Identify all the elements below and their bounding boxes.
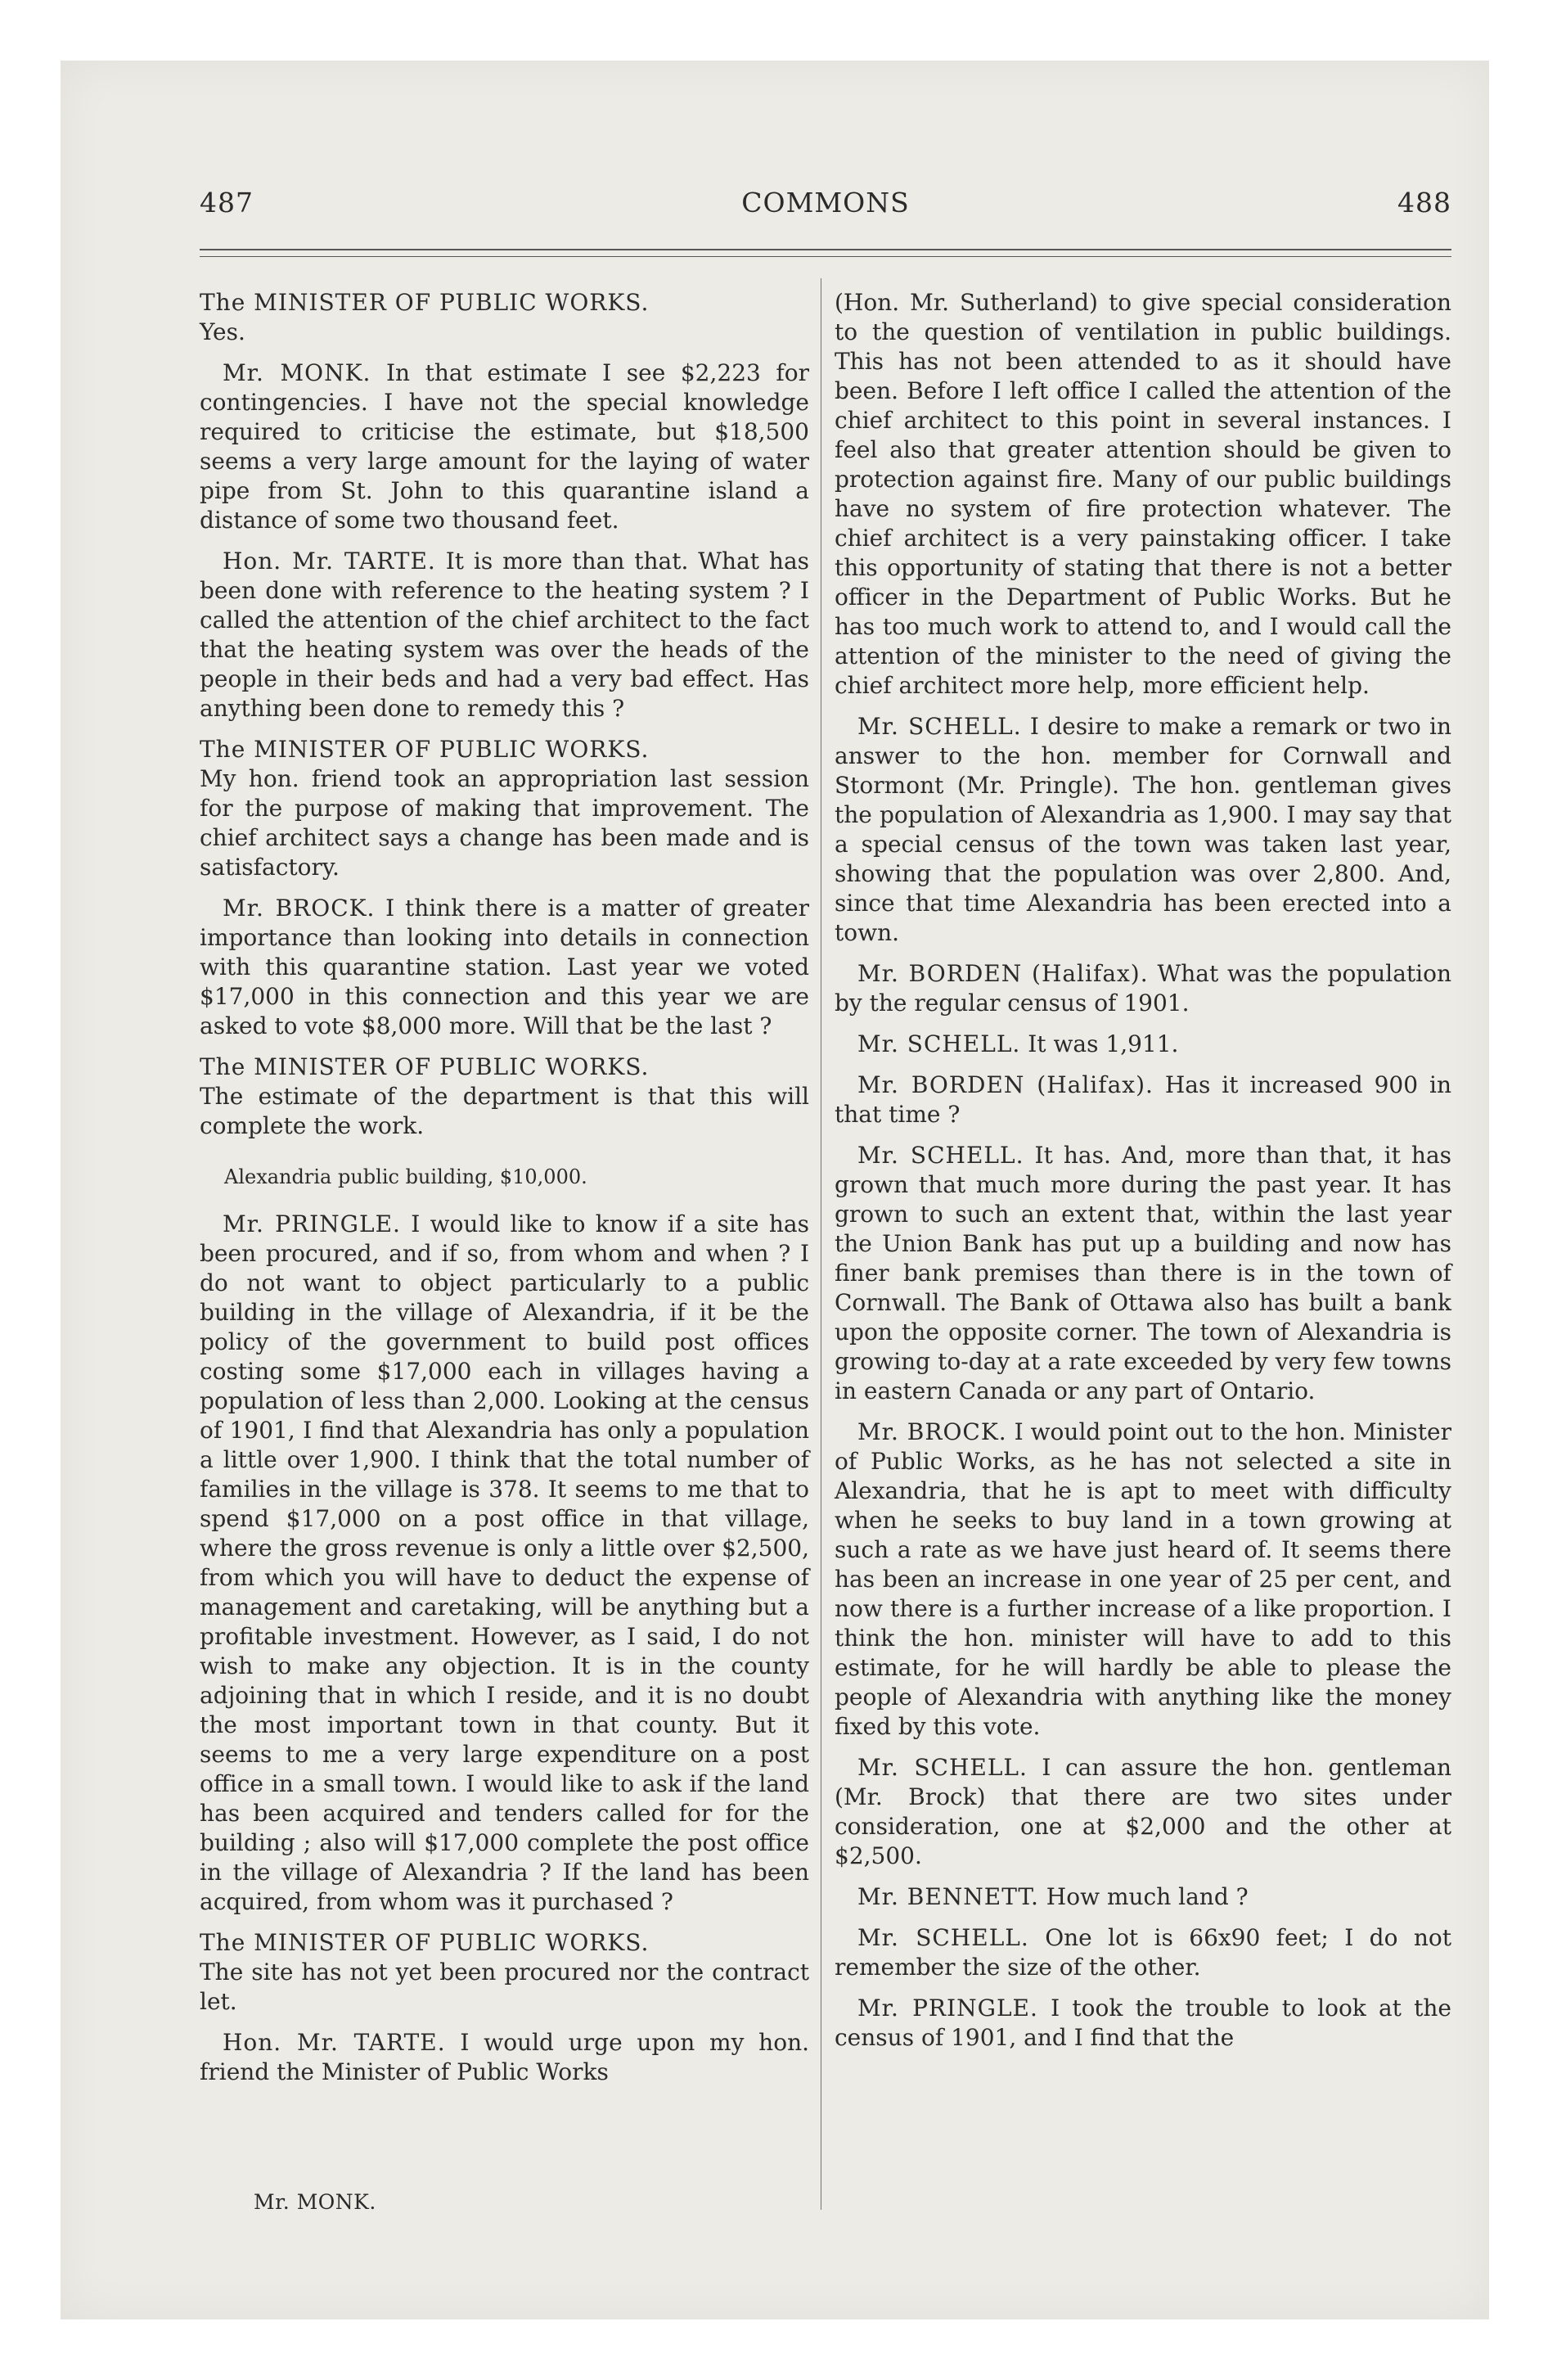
paragraph (835, 959, 1451, 1018)
estimate-item-heading: Alexandria public building, $10,000. (224, 1165, 587, 1188)
speaker: The MINISTER OF PUBLIC WORKS. (200, 1053, 650, 1080)
speech: I think there is a matter of greater importance than looking into details in connection with this quarantine station. Last year we voted $17,000 in this connection and this year we are asked to vote $8,000 more. Will that be the last ? (200, 895, 809, 1039)
speech: The estimate of the department is that this will complete the work. (200, 1083, 809, 1139)
speech: I would point out to the hon. Minister of Public Works, as he has not selected a site in Alexandria, that he is apt to meet with difficulty when he seeks to buy land in a town growing at such a rate as we have just heard of. It seems there has been an increase in one year of 25 per cent, and now there is a further increase of a like proportion. I think the hon. minister will have to add to this estimate, for he will hardly be able to please the people of Alexandria with anything like the money fixed by this vote. (835, 1418, 1452, 1740)
speaker: The MINISTER OF PUBLIC WORKS. (200, 1929, 650, 1956)
paragraph (835, 712, 1451, 948)
speaker: Mr. BROCK. (857, 1418, 1007, 1445)
header-rule-thin (200, 256, 1451, 257)
paragraph (835, 1418, 1451, 1742)
paragraph (835, 1882, 1451, 1912)
speech: I can assure the hon. gentleman (Mr. Brock) that there are two sites under consideration, one at $2,000 and the other at $2,500. (835, 1754, 1451, 1869)
paragraph (835, 1071, 1451, 1129)
paragraph (200, 894, 809, 1041)
paragraph (835, 1923, 1451, 1982)
speaker: The MINISTER OF PUBLIC WORKS. (200, 736, 650, 763)
paragraph (200, 288, 809, 347)
speech: I desire to make a remark or two in answer to the hon. member for Cornwall and Stormont (Mr. Pringle). The hon. gentleman gives the population of Alexandria as 1,900. I may say that a special census of the town was taken last year, showing that the population was over 2,800. And, since that time Alexandria has been erected into a town. (835, 713, 1451, 946)
catchword: Mr. MONK. (254, 2190, 376, 2214)
running-title: COMMONS (741, 187, 910, 219)
speech: I would like to know if a site has been procured, and if so, from whom and when ? I do not want to object particularly to a public building in the village of Alexandria, if it be the policy of the government to build post offices costing some $17,000 each in villages having a population of less than 2,000. Looking at the census of 1901, I find that Alexandria has only a population a little over 1,900. I think that the total number of families in the village is 378. It seems to me that to spend $17,000 on a post office in that village, where the gross revenue is only a little over $2,500, from which you will have to deduct the expense of management and caretaking, will be anything but a profitable investment. However, as I said, I do not wish to make any objection. It is in the county adjoining that in which I reside, and it is no doubt the most important town in that county. But it seems to me a very large expenditure on a post office in a small town. I would like to ask if the land has been acquired and tenders called for for the building ; also will $17,000 complete the post office in the village of Alexandria ? If the land has been acquired, from whom was it purchased ? (200, 1210, 809, 1915)
speaker: Hon. Mr. TARTE. (223, 2029, 446, 2056)
paragraph (200, 1210, 809, 1917)
page-number-right: 488 (1397, 187, 1451, 219)
speaker: Mr. BORDEN (Halifax). (857, 1071, 1154, 1098)
speaker: Mr. SCHELL. (857, 1030, 1021, 1057)
paragraph (835, 288, 1451, 701)
speech: Yes. (200, 318, 245, 345)
speech: I took the trouble to look at the census of 1901, and I find that the (835, 1995, 1451, 2051)
speech: Has it increased 900 in that time ? (835, 1071, 1451, 1128)
right-column (835, 288, 1451, 2064)
speaker: Mr. PRINGLE. (223, 1210, 401, 1237)
speaker: Mr. SCHELL. (857, 1924, 1029, 1951)
paragraph (200, 1928, 809, 2017)
paragraph (200, 547, 809, 723)
paragraph (200, 735, 809, 882)
paragraph (200, 358, 809, 535)
speech: It has. And, more than that, it has grown that much more during the past year. It has grown to such an extent that, within the last year the Union Bank has put up a building and now has finer bank premises than there is in the town of Cornwall. The Bank of Ottawa also has built a bank upon the opposite corner. The town of Alexandria is growing to-day at a rate exceeded by very few towns in eastern Canada or any part of Ontario. (835, 1142, 1452, 1404)
speech: My hon. friend took an appropriation last session for the purpose of making that improvement. The chief architect says a change has been made and is satisfactory. (200, 765, 809, 881)
page-number-left: 487 (200, 187, 254, 219)
speaker: Mr. PRINGLE. (857, 1995, 1038, 2022)
paragraph (835, 1994, 1451, 2053)
speaker: Mr. BROCK. (223, 895, 376, 922)
speaker: Mr. SCHELL. (857, 713, 1022, 740)
speech: What was the population by the regular census of 1901. (835, 960, 1451, 1016)
speaker: The MINISTER OF PUBLIC WORKS. (200, 289, 650, 316)
paragraph (835, 1030, 1451, 1059)
speaker: Mr. BORDEN (Halifax). (857, 960, 1149, 987)
speaker: Mr. BENNETT. (857, 1883, 1039, 1910)
speech: One lot is 66x90 feet; I do not remember the size of the other. (835, 1924, 1451, 1981)
speech: It was 1,911. (1028, 1030, 1179, 1057)
speaker: Hon. Mr. TARTE. (223, 548, 436, 575)
left-column (200, 288, 809, 2098)
speech: It is more than that. What has been done with reference to the heating system ? I called the attention of the chief architect to the fact that the heating system was over the heads of the people in their beds and had a very bad effect. Has anything been done to remedy this ? (200, 548, 810, 722)
speaker: Mr. MONK. (223, 359, 371, 386)
speech: The site has not yet been procured nor the contract let. (200, 1959, 809, 2015)
speech: In that estimate I see $2,223 for contingencies. I have not the special knowledge required to criticise the estimate, but $18,500 seems a very large amount for the laying of water pipe from St. John to this quarantine island a distance of some two thousand feet. (200, 359, 809, 534)
speech: I would urge upon my hon. friend the Minister of Public Works (200, 2029, 809, 2085)
paragraph (835, 1141, 1451, 1406)
speaker: Mr. SCHELL. (857, 1754, 1028, 1781)
speech: How much land ? (1046, 1883, 1249, 1910)
paragraph (835, 1753, 1451, 1871)
paragraph (200, 2028, 809, 2087)
speaker: Mr. SCHELL. (857, 1142, 1024, 1169)
header-rule (200, 249, 1451, 250)
speech: (Hon. Mr. Sutherland) to give special consideration to the question of ventilation in public buildings. This has not been attended to as it should have been. Before I left office I called the attention of the chief architect to this point in several instances. I feel also that greater attention should be given to protection against fire. Many of our public buildings have no system of fire protection whatever. The chief architect is a very painstaking officer. I take this opportunity of stating that there is not a better officer in the Department of Public Works. But he has too much work to attend to, and I would call the attention of the minister to the need of giving the chief architect more help, more efficient help. (835, 289, 1451, 699)
page-header (200, 187, 1451, 229)
paragraph (200, 1053, 809, 1141)
